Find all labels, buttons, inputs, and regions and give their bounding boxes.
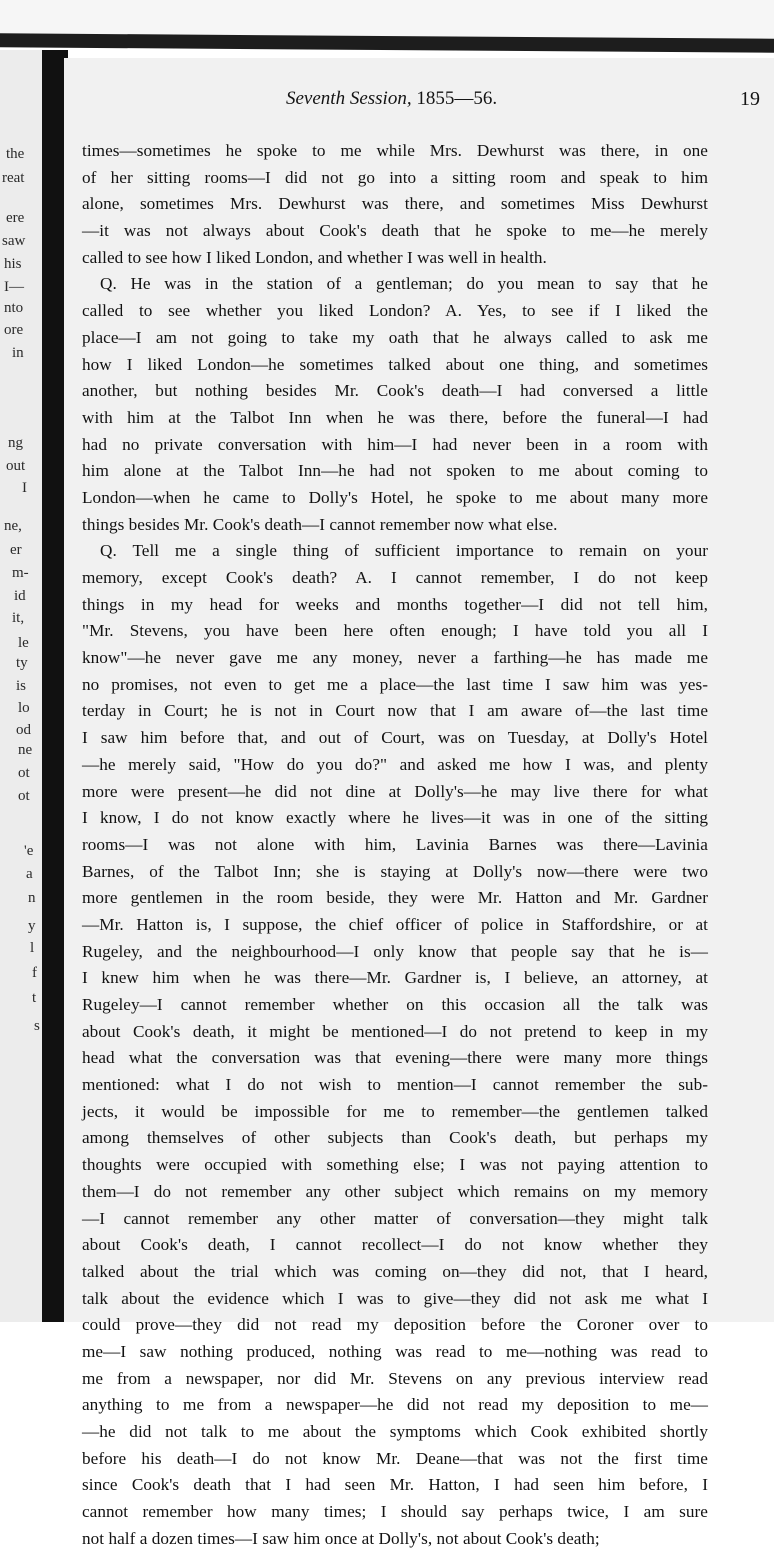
text-line: —he merely said, "How do you do?" and asked me how I was, and plenty (82, 754, 708, 774)
text-line: I know, I do not know exactly where he lives—it was in one of the sitting (82, 808, 708, 828)
running-head-years: 1855—56. (411, 88, 498, 109)
facing-page-word-fragment: 'e (24, 843, 34, 859)
text-line: could prove—they did not read my deposition before the Coroner over to (82, 1315, 708, 1335)
facing-page-word-fragment: s (34, 1018, 40, 1034)
text-line: talk about the evidence which I was to give—they did not ask me what I (82, 1288, 708, 1308)
text-line: me from a newspaper, nor did Mr. Stevens on any previous interview read (82, 1368, 708, 1388)
text-line: I saw him before that, and out of Court, was on Tuesday, at Dolly's Hotel (82, 728, 708, 748)
text-line: of her sitting rooms—I did not go into a sitting room and speak to him (82, 167, 708, 187)
text-line: more were present—he did not dine at Dolly's—he may live there for what (82, 781, 708, 801)
facing-page-word-fragment: er (10, 542, 22, 558)
facing-page-word-fragment: in (12, 345, 24, 361)
text-line: called to see how I liked London, and whether I was well in health. (82, 247, 547, 267)
facing-page-word-fragment: ng (8, 435, 23, 451)
facing-page-word-fragment: ore (4, 322, 24, 338)
facing-page-word-fragment: a (26, 866, 33, 882)
text-line: times—sometimes he spoke to me while Mrs. Dewhurst was there, in one (82, 141, 708, 160)
text-line: —it was not always about Cook's death that he spoke to me—he merely (82, 221, 708, 241)
text-line: Q. Tell me a single thing of sufficient importance to remain on your (100, 541, 708, 561)
text-line: terday in Court; he is not in Court now that I am aware of—the last time (82, 701, 708, 721)
text-line: memory, except Cook's death? A. I cannot remember, I do not keep (82, 568, 708, 587)
facing-page-word-fragment: le (18, 635, 29, 651)
text-line: among themselves of other subjects than Cook's death, but perhaps my (82, 1128, 708, 1148)
facing-page-word-fragment: the (6, 146, 25, 162)
text-line: about Cook's death, it might be mentioned—I do not pretend to keep in my (82, 1021, 708, 1041)
facing-page-word-fragment: f (32, 965, 37, 981)
text-line: cannot remember how many times; I should say perhaps twice, I am sure (82, 1502, 708, 1522)
page-number: 19 (740, 88, 760, 110)
facing-page-word-fragment: y (28, 918, 36, 934)
facing-page-word-fragment: id (14, 588, 26, 604)
text-line: since Cook's death that I had seen Mr. Hatton, I had seen him before, I (82, 1475, 708, 1495)
text-line: them—I do not remember any other subject which remains on my memory (82, 1181, 708, 1201)
text-line: him alone at the Talbot Inn—he had not spoken to me about coming to (82, 461, 708, 481)
text-line: —Mr. Hatton is, I suppose, the chief officer of police in Staffordshire, or at (82, 914, 708, 934)
facing-page-word-fragment: out (6, 458, 26, 474)
text-line: —he did not talk to me about the symptoms which Cook exhibited shortly (82, 1422, 708, 1441)
facing-page-word-fragment: ne, (4, 518, 22, 534)
facing-page-word-fragment: lo (18, 700, 30, 716)
text-line: things besides Mr. Cook's death—I cannot remember now what else. (82, 514, 558, 534)
text-line: about Cook's death, I cannot recollect—I do not know whether they (82, 1235, 708, 1255)
text-line: with him at the Talbot Inn when he was there, before the funeral—I had (82, 407, 708, 427)
text-line: know"—he never gave me any money, never a farthing—he has made me (82, 648, 708, 668)
text-line: alone, sometimes Mrs. Dewhurst was there, and sometimes Miss Dewhurst (82, 194, 708, 214)
facing-page-word-fragment: ot (18, 788, 30, 804)
facing-page-word-fragment: saw (2, 233, 26, 249)
page-header (64, 88, 764, 116)
facing-page-word-fragment: t (32, 990, 37, 1006)
text-line: anything to me from a newspaper—he did not read my deposition to me— (82, 1395, 708, 1415)
text-line: Barnes, of the Talbot Inn; she is staying at Dolly's now—there were two (82, 861, 708, 881)
text-line: rooms—I was not alone with him, Lavinia Barnes was there—Lavinia (82, 834, 708, 854)
facing-page-word-fragment: ot (18, 765, 30, 781)
testimony-text (82, 138, 708, 1552)
running-head-session: Seventh Session, (286, 88, 412, 109)
facing-page-word-fragment: ty (16, 655, 28, 671)
text-line: things in my head for weeks and months together—I did not tell him, (82, 594, 708, 614)
text-line: me—I saw nothing produced, nothing was read to me—nothing was read to (82, 1341, 708, 1361)
facing-page-word-fragment: nto (4, 300, 24, 316)
facing-page-word-fragment: ere (6, 210, 25, 226)
text-line: jects, it would be impossible for me to remember—the gentlemen talked (82, 1101, 708, 1121)
running-head (286, 88, 497, 110)
book-page (64, 58, 774, 1548)
facing-page-word-fragment: od (16, 722, 31, 738)
text-line: thoughts were occupied with something else; I was not paying attention to (82, 1155, 708, 1175)
text-line: Rugeley, and the neighbourhood—I only know that people say that he is— (82, 941, 708, 961)
text-line: head what the conversation was that evening—there were many more things (82, 1048, 708, 1068)
text-line: not half a dozen times—I saw him once at Dolly's, not about Cook's death; (82, 1528, 600, 1548)
text-line: Rugeley—I cannot remember whether on this occasion all the talk was (82, 995, 708, 1014)
text-line: mentioned: what I do not wish to mention—I cannot remember the sub- (82, 1075, 708, 1095)
text-line: before his death—I do not know Mr. Deane—that was not the first time (82, 1448, 708, 1468)
text-line: "Mr. Stevens, you have been here often enough; I have told you all I (82, 621, 708, 641)
text-line: Q. He was in the station of a gentleman; do you mean to say that he (100, 274, 708, 294)
facing-page-word-fragment: ne (18, 742, 33, 758)
text-line: called to see whether you liked London? A. Yes, to see if I liked the (82, 301, 708, 321)
facing-page-word-fragment: his (4, 256, 22, 272)
text-line: —I cannot remember any other matter of conversation—they might talk (82, 1208, 708, 1228)
text-line: London—when he came to Dolly's Hotel, he spoke to me about many more (82, 487, 708, 507)
facing-page-word-fragment: I— (4, 279, 24, 295)
facing-page-word-fragment: m- (12, 565, 29, 581)
text-line: how I liked London—he sometimes talked about one thing, and sometimes (82, 354, 708, 374)
text-line: no promises, not even to get me a place—the last time I saw him was yes- (82, 674, 708, 694)
facing-page-word-fragment: I (22, 480, 27, 496)
facing-page-fragment (0, 50, 46, 1322)
facing-page-word-fragment: reat (2, 170, 25, 186)
text-line: had no private conversation with him—I had never been in a room with (82, 434, 708, 454)
facing-page-word-fragment: is (16, 678, 27, 694)
facing-page-word-fragment: l (30, 940, 35, 956)
text-line: place—I am not going to take my oath that he always called to ask me (82, 327, 708, 347)
facing-page-word-fragment: it, (12, 610, 25, 626)
text-line: another, but nothing besides Mr. Cook's death—I had conversed a little (82, 381, 708, 401)
text-line: I knew him when he was there—Mr. Gardner is, I believe, an attorney, at (82, 968, 708, 988)
text-line: talked about the trial which was coming on—they did not, that I heard, (82, 1261, 708, 1281)
facing-page-word-fragment: n (28, 890, 36, 906)
text-line: more gentlemen in the room beside, they were Mr. Hatton and Mr. Gardner (82, 888, 708, 908)
